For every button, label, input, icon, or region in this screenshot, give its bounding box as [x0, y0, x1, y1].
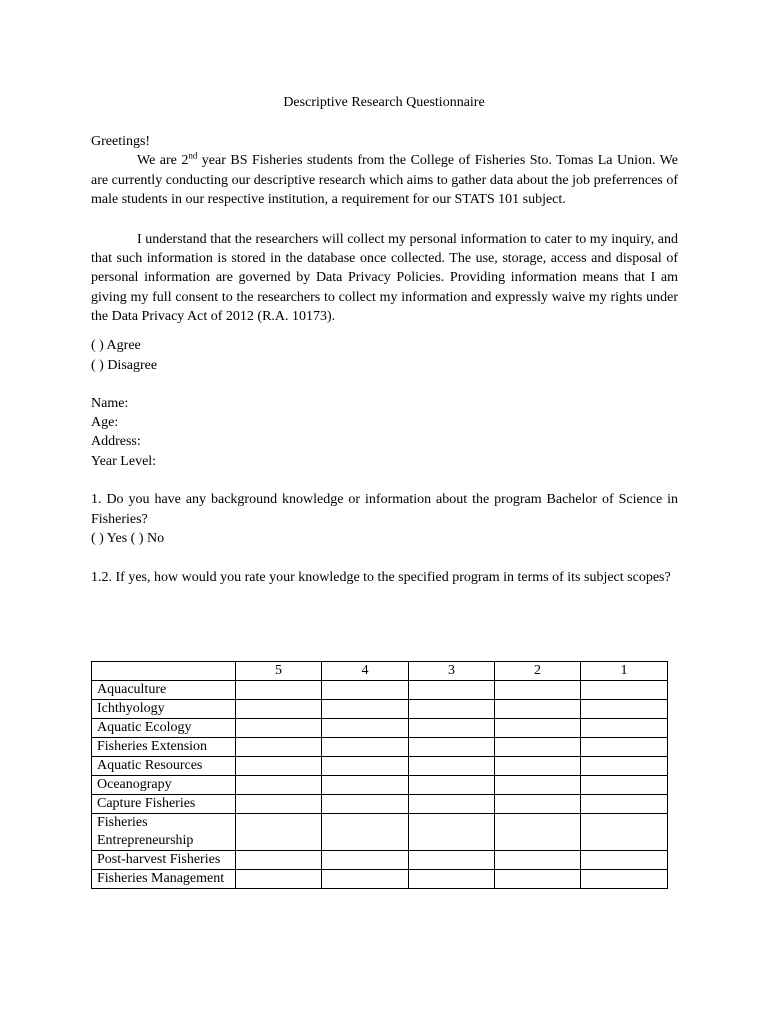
rating-cell[interactable]	[322, 870, 409, 889]
header-rating-1: 1	[581, 662, 668, 681]
table-row	[92, 700, 668, 719]
consent-option-disagree[interactable]: ( ) Disagree	[91, 357, 158, 373]
rating-cell[interactable]	[409, 757, 495, 776]
rating-cell[interactable]	[495, 738, 581, 757]
rating-cell[interactable]	[409, 814, 495, 851]
rating-cell[interactable]	[581, 738, 668, 757]
rating-cell[interactable]	[322, 851, 409, 870]
rating-cell[interactable]	[236, 795, 322, 814]
rating-cell[interactable]	[322, 814, 409, 851]
question-1-2: 1.2. If yes, how would you rate your knowledge to the specified program in terms of its subject scopes?	[91, 570, 671, 586]
field-year-level: Year Level:	[91, 453, 157, 469]
header-rating-4: 4	[322, 662, 409, 681]
table-row	[92, 870, 668, 889]
subject-label: Aquatic Ecology	[92, 719, 236, 738]
rating-cell[interactable]	[581, 700, 668, 719]
rating-cell[interactable]	[581, 814, 668, 851]
rating-cell[interactable]	[236, 700, 322, 719]
rating-cell[interactable]	[236, 814, 322, 851]
rating-cell[interactable]	[322, 700, 409, 719]
page-title: Descriptive Research Questionnaire	[283, 95, 485, 110]
rating-cell[interactable]	[409, 700, 495, 719]
consent-paragraph: I understand that the researchers will collect my personal information to cater to my inquiry, and that such information is stored in the database once collected. The use, storage, access and disposal of personal information are governed by Data Privacy Policies. Providing information means that I am giving my full consent to the researchers to collect my information and expressly waive my rights under the Data Privacy Act of 2012 (R.A. 10173).	[91, 231, 678, 325]
rating-cell[interactable]	[581, 870, 668, 889]
rating-cell[interactable]	[581, 851, 668, 870]
rating-header-row	[92, 662, 668, 681]
rating-cell[interactable]	[495, 719, 581, 738]
rating-cell[interactable]	[409, 870, 495, 889]
rating-cell[interactable]	[236, 776, 322, 795]
rating-cell[interactable]	[409, 851, 495, 870]
rating-cell[interactable]	[495, 757, 581, 776]
rating-cell[interactable]	[581, 681, 668, 700]
subject-label: Post-harvest Fisheries	[92, 851, 236, 870]
rating-cell[interactable]	[322, 738, 409, 757]
table-row	[92, 795, 668, 814]
subject-label: Aquatic Resources	[92, 757, 236, 776]
table-row	[92, 851, 668, 870]
rating-cell[interactable]	[409, 719, 495, 738]
table-row	[92, 719, 668, 738]
rating-cell[interactable]	[236, 738, 322, 757]
rating-cell[interactable]	[581, 795, 668, 814]
ordinal-suffix: nd	[188, 150, 198, 161]
rating-cell[interactable]	[495, 700, 581, 719]
body-content	[91, 132, 678, 588]
question-1: 1. Do you have any background knowledge or information about the program Bachelor of Science in Fisheries?	[91, 492, 678, 527]
rating-cell[interactable]	[236, 681, 322, 700]
consent-option-agree[interactable]: ( ) Agree	[91, 337, 141, 353]
rating-cell[interactable]	[581, 776, 668, 795]
rating-cell[interactable]	[322, 719, 409, 738]
rating-cell[interactable]	[236, 870, 322, 889]
rating-cell[interactable]	[409, 795, 495, 814]
header-rating-2: 2	[495, 662, 581, 681]
table-row	[92, 681, 668, 700]
subject-label: Fisheries Entrepreneurship	[92, 814, 236, 851]
question-1-options[interactable]: ( ) Yes ( ) No	[91, 531, 165, 547]
field-address: Address:	[91, 434, 141, 450]
rating-cell[interactable]	[495, 776, 581, 795]
table-row	[92, 757, 668, 776]
table-row	[92, 738, 668, 757]
rating-table	[91, 661, 668, 889]
subject-label: Oceanograpy	[92, 776, 236, 795]
field-name: Name:	[91, 395, 129, 411]
rating-cell[interactable]	[409, 681, 495, 700]
field-age: Age:	[91, 415, 119, 431]
header-blank	[92, 662, 236, 681]
rating-cell[interactable]	[581, 757, 668, 776]
rating-cell[interactable]	[495, 870, 581, 889]
subject-label: Capture Fisheries	[92, 795, 236, 814]
rating-cell[interactable]	[495, 681, 581, 700]
rating-cell[interactable]	[322, 776, 409, 795]
rating-cell[interactable]	[409, 776, 495, 795]
intro-paragraph: We are 2nd year BS Fisheries students from the College of Fisheries Sto. Tomas La Union. We are currently conducting our descriptive research which aims to gather data about the job preferrences of male students in our respective institution, a requirement for our STATS 101 subject.	[91, 150, 678, 208]
rating-cell[interactable]	[495, 851, 581, 870]
table-row	[92, 776, 668, 795]
rating-cell[interactable]	[236, 719, 322, 738]
subject-label: Aquaculture	[92, 681, 236, 700]
subject-label: Ichthyology	[92, 700, 236, 719]
subject-label: Fisheries Management	[92, 870, 236, 889]
rating-cell[interactable]	[236, 757, 322, 776]
greeting: Greetings!	[91, 134, 151, 149]
rating-cell[interactable]	[581, 719, 668, 738]
rating-cell[interactable]	[495, 795, 581, 814]
rating-cell[interactable]	[409, 738, 495, 757]
subject-label: Fisheries Extension	[92, 738, 236, 757]
rating-cell[interactable]	[322, 681, 409, 700]
rating-cell[interactable]	[236, 851, 322, 870]
rating-cell[interactable]	[322, 757, 409, 776]
rating-cell[interactable]	[495, 814, 581, 851]
header-rating-3: 3	[409, 662, 495, 681]
table-row	[92, 814, 668, 851]
header-rating-5: 5	[236, 662, 322, 681]
rating-cell[interactable]	[322, 795, 409, 814]
